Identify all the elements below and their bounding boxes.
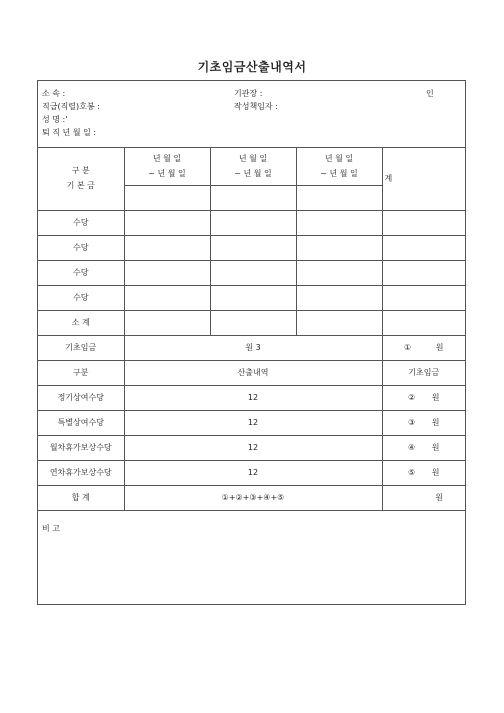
result-marker: ①: [404, 343, 412, 352]
period-from: 년 월 일: [238, 153, 268, 163]
remarks-section: [38, 517, 465, 604]
category-label: 구 분: [71, 166, 90, 176]
seal-label: 인: [426, 89, 434, 98]
period-to: ~ 년 월 일: [148, 168, 186, 178]
table-cell: [382, 235, 465, 260]
table-cell: [382, 260, 465, 285]
period-header-row: [38, 147, 465, 185]
name-label: 성 명 :': [42, 115, 68, 124]
calc-row-value: 12: [124, 410, 382, 435]
position-label: 직급(직렬)호봉 :: [42, 102, 100, 111]
allowance-row: [38, 285, 465, 310]
table-cell: [210, 310, 296, 335]
document-title: 기초임금산출내역서: [197, 60, 307, 74]
grand-total-row: [38, 485, 465, 510]
table-cell: [296, 210, 382, 235]
agency-head-label: 기관장 :: [234, 89, 263, 98]
allowance-label: 수당: [38, 235, 124, 260]
table-cell: [382, 210, 465, 235]
calc-detail-header: 산출내역: [124, 360, 382, 385]
table-cell: [124, 210, 210, 235]
table-cell: [210, 235, 296, 260]
retire-date-label: 퇴 직 년 월 일 :: [42, 128, 97, 137]
allowance-row: [38, 210, 465, 235]
result-marker: ③: [408, 418, 416, 427]
wage-table: [38, 147, 465, 511]
affiliation-label: 소 속 :: [42, 89, 66, 98]
calc-row-label: 연차휴가보상수당: [38, 460, 124, 485]
period-to: ~ 년 월 일: [320, 168, 358, 178]
total-header-cell: [382, 147, 465, 210]
calc-row: [38, 410, 465, 435]
table-cell: [124, 310, 210, 335]
calc-row-label: 정기상여수당: [38, 385, 124, 410]
result-unit: 원: [431, 393, 440, 402]
calc-row-value: 12: [124, 385, 382, 410]
period-cell: [296, 147, 382, 185]
writer-label: 작성책임자 :: [234, 102, 278, 111]
table-cell: [382, 285, 465, 310]
calc-row-result: [382, 460, 465, 485]
base-pay-cell: [296, 185, 382, 210]
category-header-cell: [38, 147, 124, 210]
calc-header-row: [38, 360, 465, 385]
calc-row: [38, 460, 465, 485]
result-unit: 원: [431, 418, 440, 427]
table-cell: [296, 310, 382, 335]
basic-wage-result: [382, 335, 465, 360]
calc-row-label: 특별상여수당: [38, 410, 124, 435]
table-cell: [296, 260, 382, 285]
table-cell: [124, 260, 210, 285]
calc-category-header: 구분: [38, 360, 124, 385]
remarks-label: 비 고: [42, 524, 60, 533]
result-unit: 원: [435, 343, 444, 352]
period-cell: [124, 147, 210, 185]
table-cell: [296, 285, 382, 310]
basic-wage-label: 기초임금: [38, 335, 124, 360]
calc-row: [38, 435, 465, 460]
subtotal-label: 소 계: [38, 310, 124, 335]
grand-total-label: 합 계: [38, 485, 124, 510]
basic-wage-formula: 원 3: [124, 335, 382, 360]
calc-row-value: 12: [124, 460, 382, 485]
period-from: 년 월 일: [152, 153, 182, 163]
table-cell: [124, 285, 210, 310]
period-cell: [210, 147, 296, 185]
calc-row-result: [382, 435, 465, 460]
base-pay-cell: [210, 185, 296, 210]
total-label: 계: [384, 173, 393, 183]
table-cell: [210, 285, 296, 310]
result-marker: ④: [408, 443, 416, 452]
table-cell: [210, 260, 296, 285]
allowance-label: 수당: [38, 260, 124, 285]
calc-row-value: 12: [124, 435, 382, 460]
calc-row: [38, 385, 465, 410]
wage-calculation-form: [37, 80, 466, 605]
table-cell: [124, 235, 210, 260]
allowance-row: [38, 260, 465, 285]
allowance-label: 수당: [38, 210, 124, 235]
calc-row-result: [382, 410, 465, 435]
table-cell: [210, 210, 296, 235]
result-unit: 원: [431, 443, 440, 452]
grand-total-formula: ①+②+③+④+⑤: [124, 485, 382, 510]
basic-wage-row: [38, 335, 465, 360]
result-unit: 원: [431, 468, 440, 477]
calc-row-label: 월차휴가보상수당: [38, 435, 124, 460]
table-cell: [296, 235, 382, 260]
period-from: 년 월 일: [324, 153, 354, 163]
result-marker: ⑤: [408, 468, 416, 477]
calc-row-result: [382, 385, 465, 410]
base-pay-label: 기 본 금: [66, 181, 95, 191]
subtotal-row: [38, 310, 465, 335]
base-pay-cell: [124, 185, 210, 210]
calc-result-header: 기초임금: [382, 360, 465, 385]
personal-info-section: [38, 81, 465, 148]
period-to: ~ 년 월 일: [234, 168, 272, 178]
allowance-row: [38, 235, 465, 260]
allowance-label: 수당: [38, 285, 124, 310]
table-cell: [382, 310, 465, 335]
result-marker: ②: [408, 393, 416, 402]
grand-total-unit: 원: [382, 485, 465, 510]
